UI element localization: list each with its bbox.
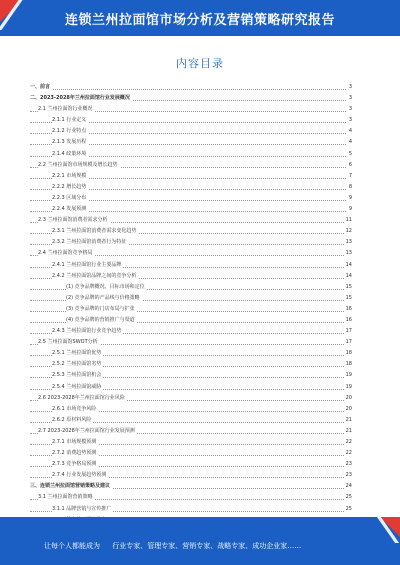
toc-entry-label: 2.5.2 兰州拉面馆劣势	[52, 359, 103, 370]
toc-entry-page: 11	[344, 215, 352, 226]
toc-entry-page: 21	[344, 415, 352, 426]
toc-entry-page: 3	[347, 115, 352, 126]
toc-entry-page: 9	[347, 193, 352, 204]
toc-entry[interactable]	[30, 415, 352, 426]
toc-entry[interactable]	[30, 193, 352, 204]
toc-entry-page: 4	[347, 137, 352, 148]
toc-entry-page: 19	[344, 370, 352, 381]
toc-entry[interactable]	[30, 215, 352, 226]
toc-entry-page: 5	[347, 149, 352, 160]
toc-entry-label: 三、连锁兰州拉面馆营销策略及建议	[30, 481, 112, 492]
toc-entry-label: 2.2.2 增长趋势	[52, 182, 88, 193]
toc-entry-label: 3.1.1 品牌营销与宣传推广	[52, 504, 113, 515]
toc-entry-label: (1) 竞争品牌概况、目标市场和定位	[66, 282, 147, 293]
toc-entry[interactable]	[30, 393, 352, 404]
footer-slogan	[44, 541, 301, 551]
toc-entry-page: 22	[344, 437, 352, 448]
footer-slogan-text: 行业专家、管理专家、营销专家、战略专家、成功企业家……	[112, 542, 302, 550]
toc-entry-page: 25	[344, 504, 352, 515]
toc-entry-page: 3	[347, 82, 352, 93]
toc-entry-label: 2.5.4 兰州拉面馆威胁	[52, 382, 103, 393]
toc-entry[interactable]	[30, 448, 352, 459]
toc-entry[interactable]	[30, 82, 352, 93]
toc-entry-page: 3	[347, 93, 352, 104]
toc-entry-label: 一、前言	[30, 82, 52, 93]
toc-entry-label: 2.7.3 竞争格局预测	[52, 459, 98, 470]
toc-entry-page: 9	[347, 204, 352, 215]
toc-entry[interactable]	[30, 226, 352, 237]
footer-banner	[0, 517, 400, 565]
toc-entry-page: 18	[344, 348, 352, 359]
toc-entry[interactable]	[30, 248, 352, 259]
toc-entry-label: 2.4.1 兰州拉面馆行业主要品牌	[52, 260, 123, 271]
toc-entry-label: 2.1.2 行业特点	[52, 126, 88, 137]
toc-entry[interactable]	[30, 171, 352, 182]
toc-entry[interactable]	[30, 104, 352, 115]
toc-entry-page: 13	[344, 237, 352, 248]
toc-entry[interactable]	[30, 459, 352, 470]
toc-entry-label: 2.4.2 兰州拉面馆品牌之间的竞争分析	[52, 271, 138, 282]
toc-entry[interactable]	[30, 370, 352, 381]
toc-entry[interactable]	[30, 481, 352, 492]
toc-entry-page: 19	[344, 382, 352, 393]
toc-entry-label: 2.1.3 发展历程	[52, 137, 88, 148]
toc-entry[interactable]	[30, 271, 352, 282]
toc-entry[interactable]	[30, 470, 352, 481]
toc-entry[interactable]	[30, 282, 352, 293]
toc-entry[interactable]	[30, 126, 352, 137]
toc-entry-label: 2.2.1 市场规模	[52, 171, 88, 182]
toc-entry[interactable]	[30, 382, 352, 393]
toc-entry[interactable]	[30, 426, 352, 437]
toc-entry-label: 2.5.1 兰州拉面馆优势	[52, 348, 103, 359]
toc-entry-page: 18	[344, 359, 352, 370]
toc-entry-label: 2.7.4 行业发展趋势预测	[52, 470, 108, 481]
toc-entry[interactable]	[30, 237, 352, 248]
toc-entry-page: 3	[347, 104, 352, 115]
toc-entry[interactable]	[30, 326, 352, 337]
toc-entry-label: 2.1.1 行业定义	[52, 115, 88, 126]
toc-entry[interactable]	[30, 348, 352, 359]
toc-entry-label: 2.4 兰州拉面馆竞争格局	[38, 248, 95, 259]
toc-entry-page: 23	[344, 470, 352, 481]
toc-entry-label: 2.1.4 政策环境	[52, 149, 88, 160]
toc-entry-page: 16	[344, 315, 352, 326]
toc-entry-label: (2) 竞争品牌的产品线与价格策略	[66, 293, 142, 304]
toc-entry-page: 17	[344, 337, 352, 348]
toc-entry-label: 2.3.2 兰州拉面馆消费者行为特征	[52, 237, 128, 248]
toc-entry-page: 20	[344, 404, 352, 415]
toc-entry-label: 3.1 兰州拉面馆营销策略	[38, 492, 95, 503]
toc-entry[interactable]	[30, 160, 352, 171]
toc-entry[interactable]	[30, 337, 352, 348]
toc-entry-label: 2.4.3 兰州拉面馆行业竞争趋势	[52, 326, 123, 337]
footer-slogan-lead: 让每个人都能成为	[44, 542, 100, 550]
toc-entry-page: 16	[344, 304, 352, 315]
toc-entry-page: 7	[347, 171, 352, 182]
toc-entry-label: (3) 竞争品牌的门店布局与扩张	[66, 304, 137, 315]
toc-entry-label: 2.7.2 消费趋势预测	[52, 448, 98, 459]
toc-entry-page: 6	[347, 160, 352, 171]
toc-entry-label: 2.2 兰州拉面馆市场规模及增长趋势	[38, 160, 120, 171]
toc-entry-page: 21	[344, 426, 352, 437]
toc-entry-label: 2.5 兰州拉面馆SWOT分析	[38, 337, 100, 348]
toc-entry-label: 2.6 2023-2028年兰州拉面馆行业风险	[38, 393, 127, 404]
toc-entry-label: 2.5.3 兰州拉面馆机会	[52, 370, 103, 381]
toc-entry[interactable]	[30, 137, 352, 148]
table-of-contents	[30, 82, 352, 537]
toc-entry-label: 2.3.1 兰州拉面馆消费者需求变化趋势	[52, 226, 138, 237]
toc-entry-page: 17	[344, 326, 352, 337]
toc-dot-leader	[30, 89, 352, 90]
toc-entry[interactable]	[30, 437, 352, 448]
toc-entry-label: (4) 竞争品牌的营销推广与渠道	[66, 315, 137, 326]
toc-entry[interactable]	[30, 115, 352, 126]
toc-entry-label: 2.2.3 区域分布	[52, 193, 88, 204]
toc-entry[interactable]	[30, 293, 352, 304]
toc-entry[interactable]	[30, 492, 352, 503]
toc-entry[interactable]	[30, 260, 352, 271]
toc-entry-page: 8	[347, 182, 352, 193]
toc-entry-page: 15	[344, 293, 352, 304]
toc-entry-label: 二、2023-2028年兰州拉面馆行业发展概况	[30, 93, 132, 104]
toc-entry-page: 14	[344, 271, 352, 282]
toc-entry[interactable]	[30, 93, 352, 104]
toc-entry-label: 2.2.4 发展预测	[52, 204, 88, 215]
toc-entry-page: 23	[344, 459, 352, 470]
toc-entry[interactable]	[30, 404, 352, 415]
toc-entry[interactable]	[30, 504, 352, 515]
toc-entry-page: 22	[344, 448, 352, 459]
toc-heading: 内容目录	[176, 57, 224, 70]
toc-entry-label: 2.6.2 原材料风险	[52, 415, 93, 426]
toc-entry-page: 15	[344, 282, 352, 293]
toc-entry-page: 14	[344, 260, 352, 271]
toc-entry[interactable]	[30, 359, 352, 370]
toc-entry-page: 20	[344, 393, 352, 404]
report-title: 连锁兰州拉面馆市场分析及营销策略研究报告	[64, 13, 335, 28]
toc-entry-page: 4	[347, 126, 352, 137]
toc-entry-label: 2.6.1 市场竞争风险	[52, 404, 98, 415]
toc-entry-page: 25	[344, 492, 352, 503]
toc-entry-label: 2.7 2023-2028年兰州拉面馆行业发展预测	[38, 426, 137, 437]
toc-entry-label: 2.1 兰州拉面馆行业概况	[38, 104, 95, 115]
toc-entry[interactable]	[30, 304, 352, 315]
header-banner	[0, 0, 400, 36]
toc-entry-label: 2.3 兰州拉面馆消费者需求分析	[38, 215, 110, 226]
toc-entry-page: 24	[344, 481, 352, 492]
toc-entry-page: 12	[344, 226, 352, 237]
toc-entry-page: 13	[344, 248, 352, 259]
toc-entry[interactable]	[30, 315, 352, 326]
toc-entry[interactable]	[30, 182, 352, 193]
toc-entry-label: 2.7.1 市场规模预测	[52, 437, 98, 448]
toc-entry[interactable]	[30, 149, 352, 160]
toc-entry[interactable]	[30, 204, 352, 215]
